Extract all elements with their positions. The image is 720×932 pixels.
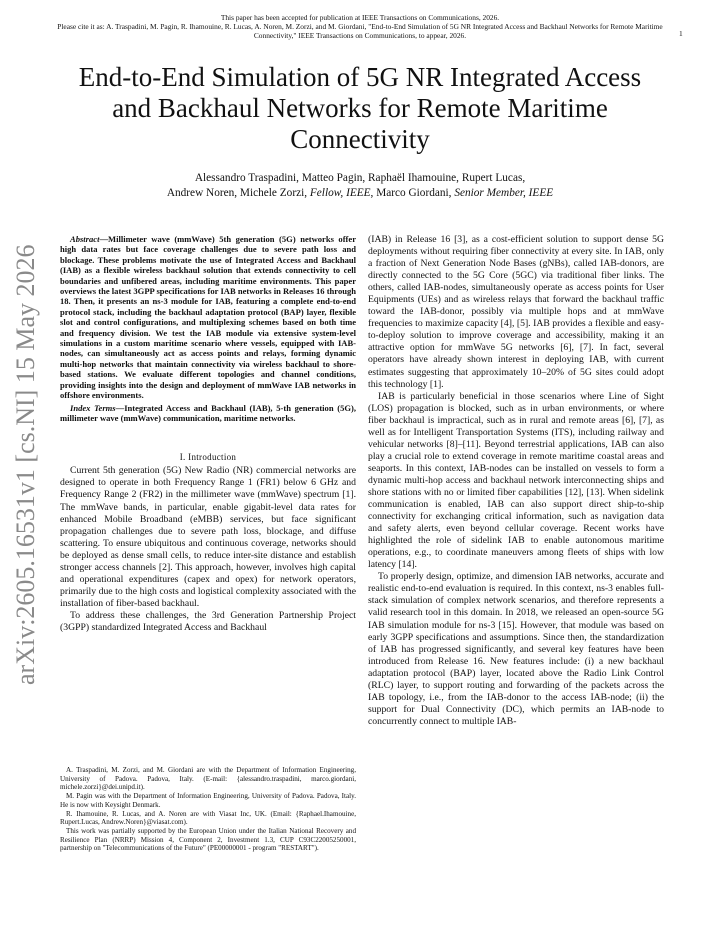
- abstract-label: Abstract: [70, 234, 100, 244]
- footnote-keysight: M. Pagin was with the Department of Information Engineering, University of Padova. Padova, Italy. He is now with Keysight Denmark.: [60, 792, 356, 809]
- right-paragraph-1: (IAB) in Release 16 [3], as a cost-efficient solution to support dense 5G deployments without requiring fiber connectivity at every site. In IAB, only a fraction of Next Generation Node Bases (gNBs), called IAB-donors, are directly connected to the 5G Core (5GC) via traditional fiber links. The others, called IAB-nodes, simultaneously operate as access points for User Equipments (UEs) and as wireless relays that forward the backhaul traffic toward the IAB-donor, possibly via multiple hops and at mmWave frequencies to maximize capacity [4], [5]. IAB provides a flexible and easy-to-deploy solution to improve coverage and accessibility, making it an attractive option for mmWave 5G networks [6], [7]. In fact, several operators have already shown interest in deploying IAB, with current estimates suggesting that approximately 10–20% of 5G sites could adopt this technology [1].: [368, 234, 664, 390]
- affiliation-footnotes: [60, 766, 356, 853]
- author-list: [60, 171, 660, 201]
- index-terms: [60, 403, 356, 424]
- notice-line-citation: Please cite it as: A. Traspadini, M. Pagin, R. Ihamouine, R. Lucas, A. Noren, M. Zorzi, and M. Giordani, "End-to-End Simulation of 5G NR Integrated Access and Backhaul Networks for Remote Maritime Connectivity," IEEE Transactions on Communications, to appear, 2026.: [57, 22, 663, 40]
- page-number: 1: [679, 29, 683, 38]
- intro-paragraph-1: Current 5th generation (5G) New Radio (NR) commercial networks are designed to operate in both Frequency Range 1 (FR1) below 6 GHz and Frequency Range 2 (FR2) in the millimeter wave (mmWave) spectrum [1]. The mmWave bands, in particular, enable gigabit-level data rates for enhanced Mobile Broadband (eMBB) services, but face significant propagation challenges due to severe path loss, blockage, and diffuse scattering. To ensure ubiquitous and continuous coverage, networks should be deployed as dense small cells, to reduce inter-site distance and establish stronger access channels [2]. This approach, however, involves high capital and operational expenditures (capex and opex) for network operators, primarily due to the high costs and logistical complexity associated with the installation of fiber-based backhaul.: [60, 465, 356, 609]
- left-column: [60, 234, 356, 634]
- arxiv-watermark: arXiv:2605.16531v1 [cs.NI] 15 May 2026: [11, 244, 40, 685]
- paper-title: End-to-End Simulation of 5G NR Integrated Access and Backhaul Networks for Remote Maritime Connectivity: [78, 62, 642, 154]
- abstract-text: —Millimeter wave (mmWave) 5th generation (5G) networks offer high data rates but face coverage challenges due to severe path loss and blockage. These problems motivate the use of Integrated Access and Backhaul (IAB) as a flexible wireless backhaul solution that extends connectivity to cell boundaries and unfibered areas, including maritime environments. This paper overviews the latest 3GPP specifications for IAB networks in Releases 16 through 18. Then, it presents an ns-3 module for IAB, featuring a complete end-to-end protocol stack, including the backhaul adaptation protocol (BAP) layer, flexible slot and control configurations, and multiplexing schemes based on both time and frequency division. We test the IAB module via extensive system-level simulations in a custom maritime scenario where vessels, equipped with IAB-nodes, can simultaneously act as access points and relays, forming dynamic multi-hop networks that maintain connectivity via wireless backhaul to shore-based stations. We evaluate different topologies and channel conditions, providing insights into the design and deployment of mmWave IAB networks in offshore environments.: [60, 234, 356, 401]
- senior-member-title: Senior Member, IEEE: [454, 187, 554, 199]
- author-line-1: Alessandro Traspadini, Matteo Pagin, Raphaël Ihamouine, Rupert Lucas,: [194, 172, 526, 184]
- fellow-title: Fellow, IEEE: [309, 187, 371, 199]
- index-terms-label: Index Terms: [70, 402, 116, 413]
- right-column: [368, 234, 664, 728]
- index-terms-text: —Integrated Access and Backhaul (IAB), 5-th generation (5G), millimeter wave (mmWave) communication, maritime networks.: [60, 402, 356, 423]
- abstract: [60, 234, 356, 401]
- right-paragraph-2: IAB is particularly beneficial in those scenarios where Line of Sight (LOS) propagation is blocked, such as in urban environments, or where fiber backhaul is impractical, such as in rural and remote areas [6], [7], as well as for Intelligent Transportation Systems (ITS), including railway and vehicular networks [8]–[11]. Beyond terrestrial applications, IAB can also play a crucial role to extend coverage in remote maritime coastal areas and seaports. In this context, IAB-nodes can be installed on vessels to form a dynamic multi-hop access and backhaul network interconnecting ships and shore stations with no or limited fiber capabilities [12], [13]. When sidelink communication is enabled, IAB can also support direct ship-to-ship connectivity for exchanging critical information, such as navigation data and safety alerts, even beyond cellular coverage. Recent works have highlighted the role of sidelink IAB to enable autonomous maritime operations, e.g., to coordinate maneuvers among fleets of ships with low latency [14].: [368, 390, 664, 571]
- footnote-viasat: R. Ihamouine, R. Lucas, and A. Noren are with Viasat Inc, UK. (Email: {Raphael.Ihamouine, Rupert.Lucas, Andrew.Noren}@viasat.com).: [60, 809, 356, 827]
- author-names-a: Andrew Noren, Michele Zorzi,: [166, 187, 310, 199]
- section-heading-introduction: I. Introduction: [179, 452, 237, 463]
- author-names-b: , Marco Giordani,: [370, 187, 455, 199]
- notice-line-accepted: This paper has been accepted for publication at IEEE Transactions on Communications, 2026.: [220, 13, 500, 22]
- intro-paragraph-2: To address these challenges, the 3rd Generation Partnership Project (3GPP) standardized Integrated Access and Backhaul: [60, 609, 356, 633]
- author-line-2: [60, 186, 660, 201]
- right-paragraph-3: To properly design, optimize, and dimension IAB networks, accurate and realistic end-to-end evaluation is required. In this context, ns-3 enables full-stack simulation of complex network scenarios, and therefore represents a valid research tool in this domain. In 2018, we released an open-source 5G IAB simulation module for ns-3 [15]. However, that module was based on early 3GPP specifications and assumptions. Since then, the standardization of IAB has progressed significantly, and several key features have been introduced from Release 16. New features include: (i) a new backhaul adaptation protocol (BAP) layer, located above the Radio Link Control (RLC) layer, to support routing and forwarding of the packets across the IAB topology, i.e., from the IAB-donor to the access IAB-node; (ii) the support for Dual Connectivity (DC), which permits an IAB-node to concurrently connect to multiple IAB-: [368, 571, 664, 727]
- footnote-padova: A. Traspadini, M. Zorzi, and M. Giordani are with the Department of Information Engineering, University of Padova. Padova, Italy. (E-mail: {alessandro.traspadini, marco.giordani, michele.zorzi}@dei.unipd.it).: [60, 766, 356, 792]
- publication-notice: [40, 13, 680, 40]
- footnote-funding: This work was partially supported by the European Union under the Italian National Recovery and Resilience Plan (NRRP) Mission 4, Component 2, Investment 1.3, CUP C93C22005250001, partnership on "Telecommunications of the Future" (PE00000001 - program "RESTART").: [60, 826, 356, 853]
